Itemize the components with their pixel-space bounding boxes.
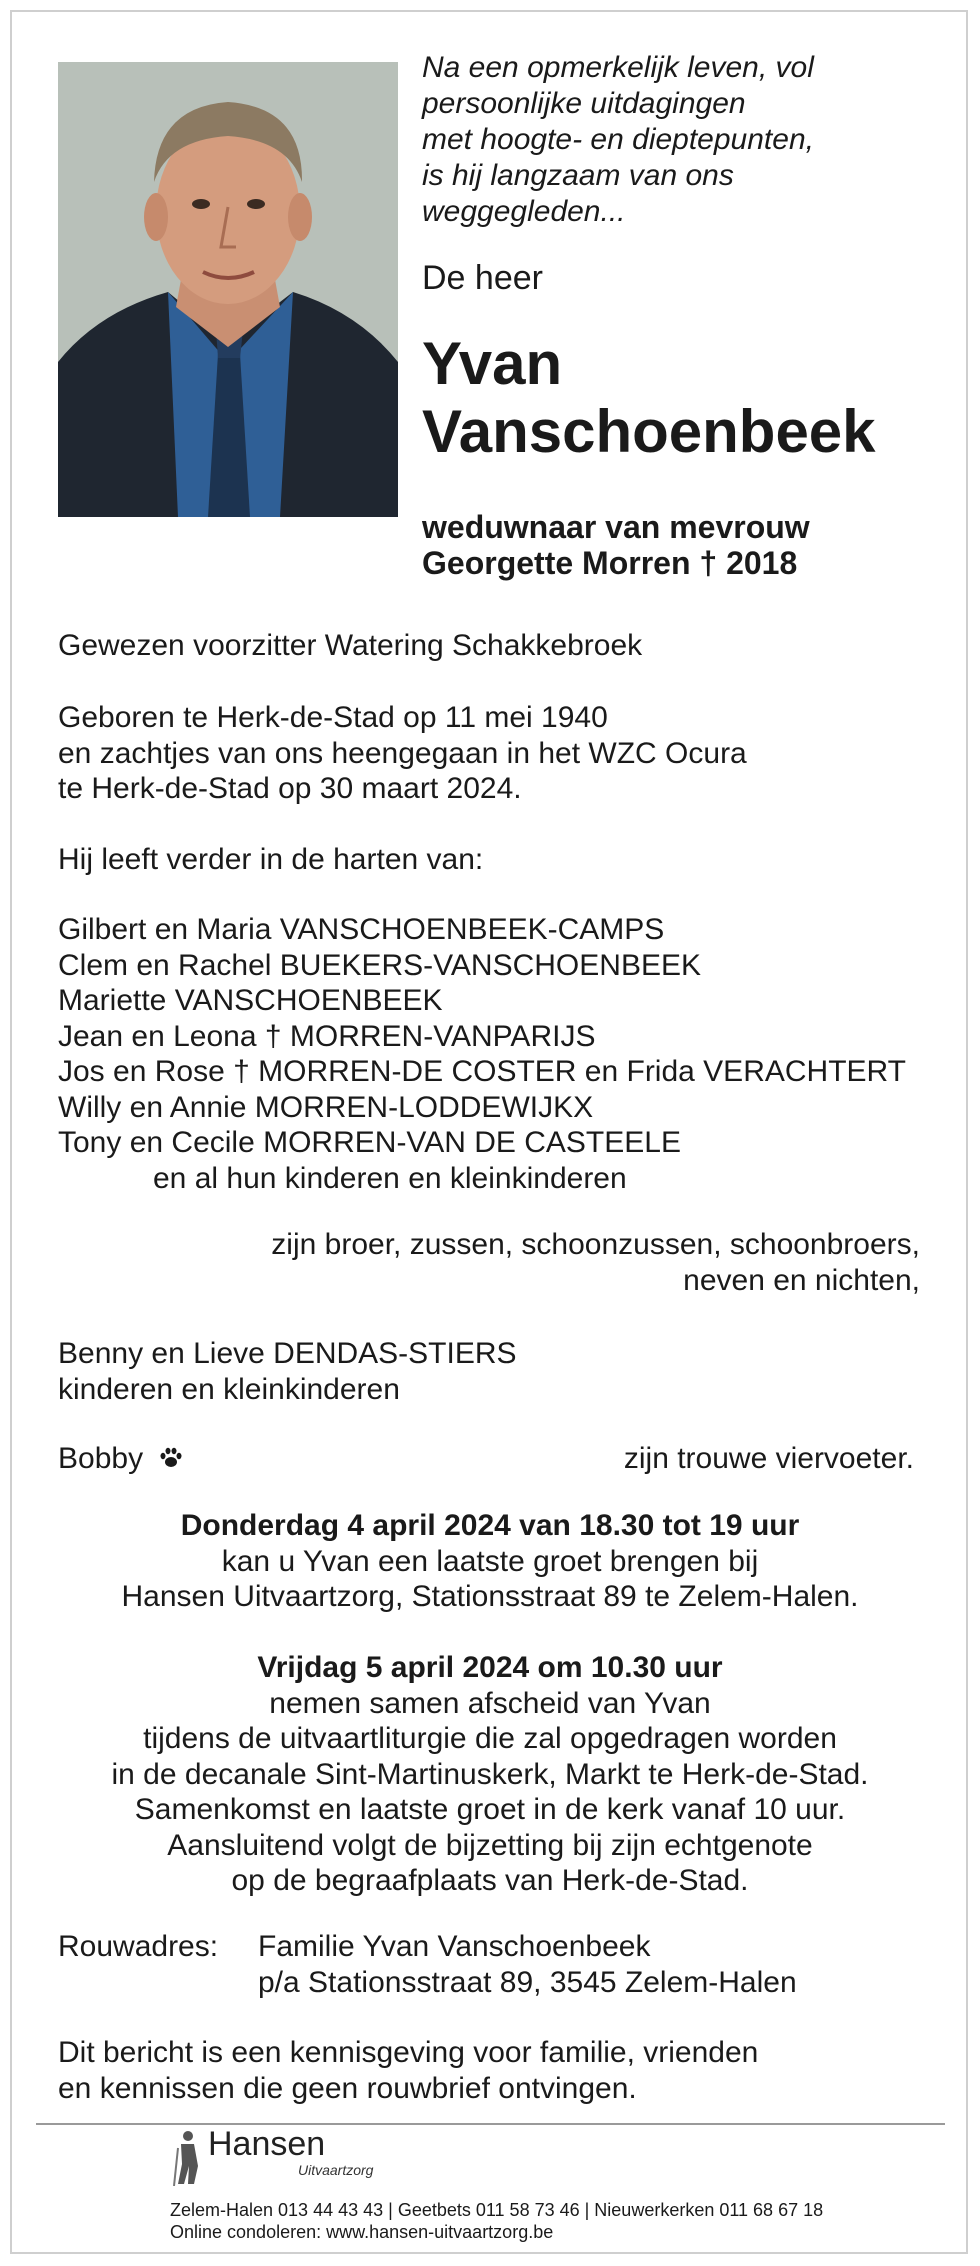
friends-line: Benny en Lieve DENDAS-STIERS	[58, 1337, 517, 1370]
funeral-line: nemen samen afscheid van Yvan	[269, 1686, 711, 1720]
first-name: Yvan	[422, 330, 563, 397]
birth-death-info	[58, 700, 747, 807]
logo-subtitle: Uitvaartzorg	[298, 2162, 374, 2178]
last-name: Vanschoenbeek	[422, 398, 876, 465]
intro-line: met hoogte- en dieptepunten,	[422, 123, 814, 156]
funeral-line: tijdens de uitvaartliturgie die zal opgedragen worden	[143, 1722, 837, 1755]
intro-line: is hij langzaam van ons	[422, 159, 734, 192]
portrait-photo	[58, 62, 398, 517]
hansen-logo-icon	[168, 2128, 204, 2191]
address-block	[258, 1929, 797, 2000]
intro-quote	[422, 50, 942, 230]
relation-line: neven en nichten,	[683, 1263, 920, 1297]
birth-line: en zachtjes van ons heengegaan in het WZC Ocura	[58, 736, 747, 770]
footer-divider	[36, 2123, 945, 2125]
pet-name: Bobby	[58, 1442, 144, 1475]
friends-list	[58, 1336, 517, 1407]
friends-line: kinderen en kleinkinderen	[58, 1372, 400, 1406]
notice-line: en kennissen die geen rouwbrief ontvingen.	[58, 2071, 637, 2105]
paw-print-icon	[159, 1443, 183, 1479]
relation-line: zijn broer, zussen, schoonzussen, schoonbroers,	[271, 1228, 920, 1261]
intro-line: weggegleden...	[422, 195, 626, 228]
pet-relation: zijn trouwe viervoeter.	[623, 1442, 914, 1475]
funeral-line: op de begraafplaats van Herk-de-Stad.	[231, 1864, 749, 1897]
family-line: Clem en Rachel BUEKERS-VANSCHOENBEEK	[58, 948, 701, 982]
spouse-line: Georgette Morren † 2018	[422, 545, 798, 581]
family-line: Jean en Leona † MORREN-VANPARIJS	[58, 1019, 596, 1053]
family-line: Jos en Rose † MORREN-DE COSTER en Frida VERACHTERT	[58, 1055, 906, 1088]
relation-text	[271, 1227, 920, 1298]
pet-line	[58, 1441, 183, 1479]
funeral-line: Aansluitend volgt de bijzetting bij zijn echtgenote	[167, 1828, 813, 1862]
family-line: Willy en Annie MORREN-LODDEWIJKX	[58, 1090, 594, 1124]
funeral-line: Samenkomst en laatste groet in de kerk vanaf 10 uur.	[134, 1793, 846, 1826]
birth-line: Geboren te Herk-de-Stad op 11 mei 1940	[58, 701, 608, 734]
spouse-line: weduwnaar van mevrouw	[422, 509, 810, 545]
footer-phones: Zelem-Halen 013 44 43 43 | Geetbets 011 58 73 46 | Nieuwerkerken 011 68 67 18	[170, 2200, 824, 2220]
notice-line: Dit bericht is een kennisgeving voor familie, vrienden	[58, 2036, 759, 2069]
honorific-title: De heer	[422, 259, 543, 297]
spouse-info	[422, 509, 962, 581]
visitation-block	[60, 1508, 920, 1615]
intro-line: Na een opmerkelijk leven, vol	[422, 51, 814, 84]
funeral-heading: Vrijdag 5 april 2024 om 10.30 uur	[257, 1651, 723, 1684]
visitation-heading: Donderdag 4 april 2024 van 18.30 tot 19 uur	[180, 1509, 800, 1542]
logo-name: Hansen	[208, 2125, 326, 2163]
funeral-line: in de decanale Sint-Martinuskerk, Markt te Herk-de-Stad.	[111, 1757, 869, 1791]
birth-line: te Herk-de-Stad op 30 maart 2024.	[58, 772, 522, 805]
visitation-line: Hansen Uitvaartzorg, Stationsstraat 89 te Zelem-Halen.	[121, 1580, 859, 1613]
address-label: Rouwadres:	[58, 1930, 219, 1963]
remembered-intro: Hij leeft verder in de harten van:	[58, 843, 484, 876]
intro-line: persoonlijke uitdagingen	[422, 87, 746, 120]
footer-online: Online condoleren: www.hansen-uitvaartzorg.be	[170, 2222, 554, 2242]
address-line: p/a Stationsstraat 89, 3545 Zelem-Halen	[258, 1965, 797, 1999]
family-list	[58, 912, 906, 1196]
funeral-block	[60, 1650, 920, 1899]
visitation-line: kan u Yvan een laatste groet brengen bij	[221, 1544, 759, 1578]
family-line: Mariette VANSCHOENBEEK	[58, 984, 443, 1017]
address-line: Familie Yvan Vanschoenbeek	[258, 1930, 651, 1963]
family-line: Tony en Cecile MORREN-VAN DE CASTEELE	[58, 1126, 681, 1159]
function-line: Gewezen voorzitter Watering Schakkebroek	[58, 629, 643, 662]
notice-text	[58, 2035, 758, 2106]
deceased-name	[422, 330, 962, 466]
family-children-line: en al hun kinderen en kleinkinderen	[153, 1161, 627, 1195]
family-line: Gilbert en Maria VANSCHOENBEEK-CAMPS	[58, 913, 665, 946]
